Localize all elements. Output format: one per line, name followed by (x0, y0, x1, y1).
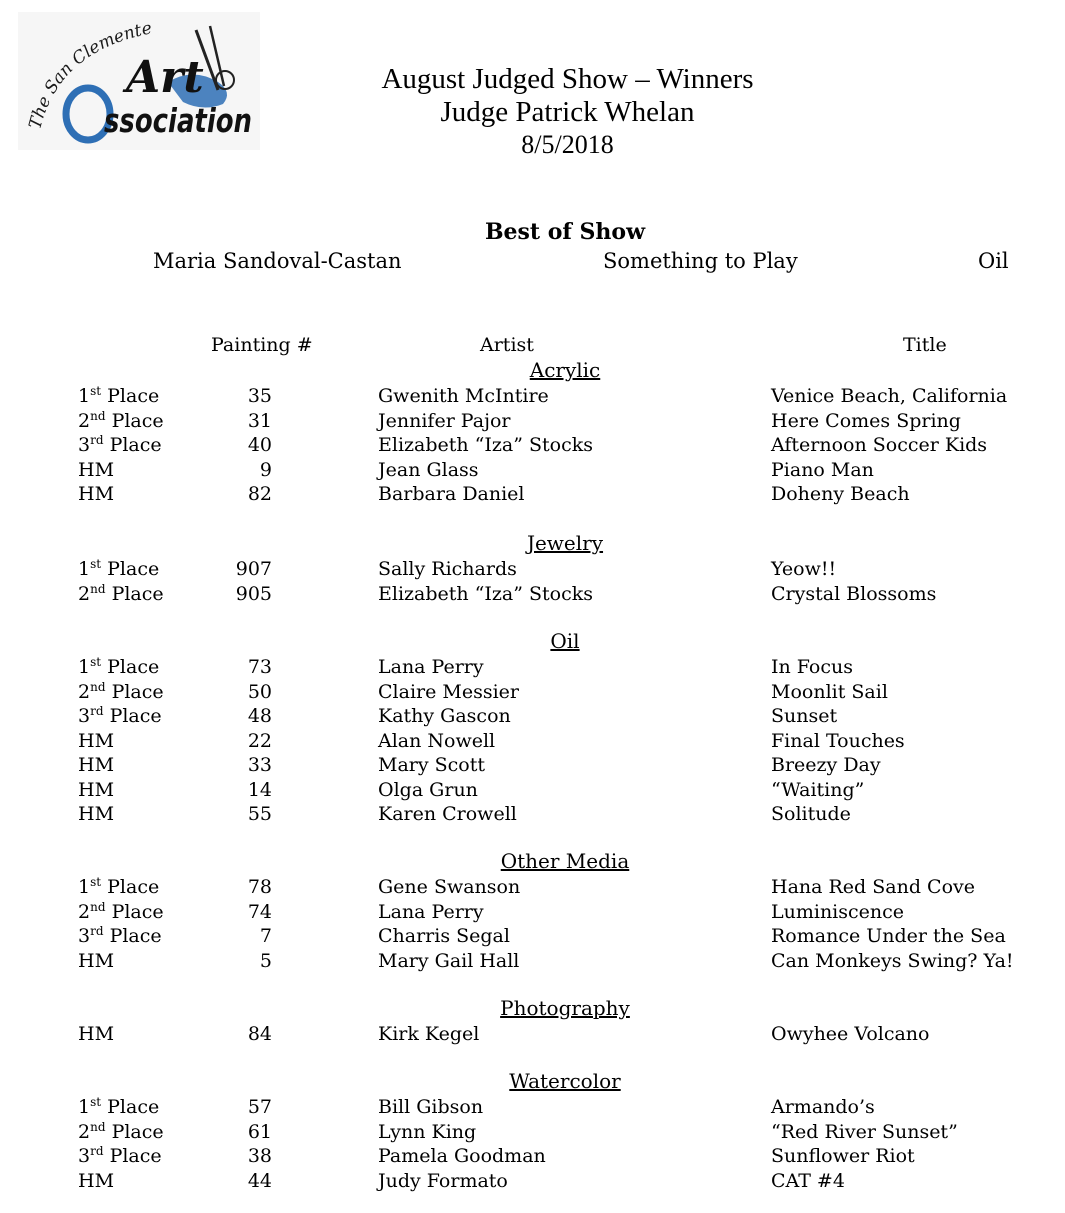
column-header-number: Painting # (211, 334, 313, 356)
artist-name: Lana Perry (378, 656, 484, 678)
artwork-title: In Focus (771, 656, 853, 678)
artwork-title: “Waiting” (771, 778, 865, 801)
place-rank: 3 (78, 705, 91, 727)
winner-row (0, 874, 1065, 900)
place-word: Place (109, 1145, 162, 1167)
place-rank: 1 (78, 656, 91, 678)
place-word: Place (107, 558, 160, 580)
place (78, 481, 114, 507)
winner-row (0, 777, 1065, 803)
place-suffix: nd (90, 899, 106, 914)
artist-name: Claire Messier (378, 680, 519, 703)
place (78, 728, 114, 754)
place-suffix: st (90, 655, 102, 669)
best-of-show-artist: Maria Sandoval-Castan (153, 249, 402, 273)
place (78, 801, 114, 827)
winner-row (0, 481, 1065, 507)
painting-number: 50 (247, 680, 272, 703)
best-of-show-medium: Oil (978, 249, 1009, 273)
winner-row (0, 752, 1065, 778)
category-heading: Oil (550, 629, 580, 653)
place (78, 1168, 114, 1194)
place (78, 777, 114, 803)
artwork-title: Breezy Day (771, 754, 881, 776)
place-rank: 2 (78, 680, 91, 703)
artwork-title: Solitude (771, 803, 851, 825)
winner-row (0, 801, 1065, 827)
painting-number: 74 (247, 900, 272, 923)
artist-name: Pamela Goodman (378, 1145, 546, 1167)
svg-text:The San Clemente: The San Clemente (25, 18, 154, 132)
artist-name: Lana Perry (378, 900, 484, 923)
place-suffix: st (90, 384, 102, 398)
place-rank: 2 (78, 409, 91, 432)
painting-number: 5 (259, 949, 272, 972)
winner-row (0, 1168, 1065, 1194)
svg-text:ssociation: ssociation (104, 101, 252, 140)
best-of-show-heading: Best of Show (484, 219, 646, 245)
place-rank: 3 (78, 925, 91, 947)
place-rank: HM (78, 803, 115, 825)
place-rank: 2 (78, 900, 91, 923)
category-heading: Jewelry (526, 531, 604, 555)
winner-row (0, 556, 1065, 582)
place-suffix: rd (90, 433, 104, 447)
place-rank: HM (78, 483, 115, 505)
winner-row (0, 581, 1065, 607)
artwork-title: Armando’s (771, 1096, 875, 1118)
artwork-title: Piano Man (771, 458, 874, 481)
category-heading: Other Media (500, 849, 630, 873)
winner-row (0, 1119, 1065, 1145)
place-word: Place (107, 656, 160, 678)
column-header-artist: Artist (480, 334, 534, 356)
document-title: August Judged Show – Winners (381, 63, 754, 95)
place-suffix: nd (90, 581, 106, 596)
winner-row (0, 899, 1065, 925)
artwork-title: Here Comes Spring (771, 409, 961, 432)
artwork-title: Afternoon Soccer Kids (771, 434, 988, 456)
place-word: Place (111, 680, 164, 703)
painting-number: 907 (235, 558, 272, 580)
artwork-title: CAT #4 (771, 1169, 845, 1192)
svg-text:Art: Art (126, 52, 204, 103)
painting-number: 33 (247, 754, 272, 776)
artwork-title: Romance Under the Sea (771, 925, 1006, 947)
place-rank: HM (78, 778, 115, 801)
category-heading: Acrylic (529, 358, 601, 382)
place-suffix: st (90, 1095, 102, 1109)
winner-row (0, 1094, 1065, 1120)
winner-row (0, 923, 1065, 949)
place-rank: 1 (78, 1096, 91, 1118)
artwork-title: Can Monkeys Swing? Ya! (771, 949, 1014, 972)
artwork-title: Sunflower Riot (771, 1145, 915, 1167)
place-word: Place (111, 582, 164, 605)
column-header-title: Title (903, 334, 947, 356)
place-rank: 1 (78, 385, 91, 407)
winner-row (0, 728, 1065, 754)
artwork-title: Final Touches (771, 729, 905, 752)
artist-name: Mary Scott (378, 754, 486, 776)
place-word: Place (111, 1120, 164, 1143)
artwork-title: Venice Beach, California (771, 385, 1008, 407)
place-word: Place (111, 900, 164, 923)
painting-number: 7 (259, 925, 272, 947)
painting-number: 48 (247, 705, 272, 727)
best-of-show-title: Something to Play (603, 249, 798, 273)
place-rank: 3 (78, 1145, 91, 1167)
place-rank: 2 (78, 1120, 91, 1143)
artist-name: Barbara Daniel (378, 483, 525, 505)
artist-name: Mary Gail Hall (378, 949, 520, 972)
artist-name: Elizabeth “Iza” Stocks (378, 582, 593, 605)
place (78, 752, 114, 778)
artwork-title: Owyhee Volcano (771, 1023, 930, 1045)
painting-number: 35 (247, 385, 272, 407)
painting-number: 905 (235, 582, 272, 605)
place-rank: HM (78, 949, 115, 972)
place-rank: HM (78, 754, 115, 776)
artist-name: Elizabeth “Iza” Stocks (378, 434, 593, 456)
artist-name: Sally Richards (378, 558, 517, 580)
artwork-title: Luminiscence (771, 900, 905, 923)
artist-name: Jean Glass (378, 458, 479, 481)
place-suffix: rd (90, 1144, 104, 1158)
painting-number: 14 (247, 778, 272, 801)
painting-number: 31 (247, 409, 272, 432)
place-word: Place (107, 876, 160, 898)
place-word: Place (109, 434, 162, 456)
place-suffix: rd (90, 704, 104, 718)
place-rank: HM (78, 1169, 115, 1192)
place-word: Place (109, 705, 162, 727)
painting-number: 73 (247, 656, 272, 678)
artwork-title: Crystal Blossoms (771, 582, 937, 605)
show-date: 8/5/2018 (521, 130, 614, 159)
winner-row (0, 383, 1065, 409)
place-suffix: nd (90, 679, 106, 694)
winner-row (0, 408, 1065, 434)
place-suffix: st (90, 557, 102, 571)
category-heading: Photography (500, 996, 630, 1020)
artist-name: Kirk Kegel (378, 1023, 480, 1045)
place-rank: HM (78, 1023, 115, 1045)
place-rank: HM (78, 458, 115, 481)
painting-number: 38 (247, 1145, 272, 1167)
place-word: Place (111, 409, 164, 432)
artwork-title: Sunset (771, 705, 838, 727)
artist-name: Jennifer Pajor (378, 409, 511, 432)
winner-row (0, 679, 1065, 705)
place-rank: HM (78, 729, 115, 752)
painting-number: 84 (247, 1023, 272, 1045)
painting-number: 22 (247, 729, 272, 752)
winner-row (0, 1143, 1065, 1169)
place-word: Place (107, 385, 160, 407)
painting-number: 57 (247, 1096, 272, 1118)
place-suffix: nd (90, 408, 106, 423)
painting-number: 44 (247, 1169, 272, 1192)
winner-row (0, 457, 1065, 483)
artist-name: Gene Swanson (378, 876, 521, 898)
artwork-title: Doheny Beach (771, 483, 910, 505)
artist-name: Charris Segal (378, 925, 510, 947)
artwork-title: Moonlit Sail (771, 680, 888, 703)
place-word: Place (109, 925, 162, 947)
place (78, 1021, 114, 1047)
artist-name: Lynn King (378, 1120, 477, 1143)
artist-name: Kathy Gascon (378, 705, 511, 727)
place-suffix: rd (90, 924, 104, 938)
artist-name: Judy Formato (378, 1169, 508, 1192)
artist-name: Karen Crowell (378, 803, 517, 825)
place (78, 948, 114, 974)
place-rank: 1 (78, 558, 91, 580)
place-rank: 2 (78, 582, 91, 605)
place-suffix: st (90, 875, 102, 889)
winner-row (0, 432, 1065, 458)
winner-row (0, 654, 1065, 680)
artwork-title: “Red River Sunset” (771, 1120, 958, 1143)
winner-row (0, 948, 1065, 974)
painting-number: 9 (259, 458, 272, 481)
place-rank: 1 (78, 876, 91, 898)
place-word: Place (107, 1096, 160, 1118)
painting-number: 78 (247, 876, 272, 898)
place-rank: 3 (78, 434, 91, 456)
category-heading: Watercolor (509, 1069, 621, 1093)
winner-row (0, 1021, 1065, 1047)
artist-name: Alan Nowell (378, 729, 496, 752)
painting-number: 40 (247, 434, 272, 456)
artwork-title: Hana Red Sand Cove (771, 876, 975, 898)
artist-name: Bill Gibson (378, 1096, 484, 1118)
winner-row (0, 703, 1065, 729)
place-suffix: nd (90, 1119, 106, 1134)
artwork-title: Yeow!! (771, 558, 837, 580)
painting-number: 82 (247, 483, 272, 505)
judge-name: Judge Patrick Whelan (440, 96, 695, 128)
place (78, 581, 164, 609)
artist-name: Gwenith McIntire (378, 385, 549, 407)
place (78, 457, 114, 483)
painting-number: 61 (247, 1120, 272, 1143)
artist-name: Olga Grun (378, 778, 478, 801)
painting-number: 55 (247, 803, 272, 825)
